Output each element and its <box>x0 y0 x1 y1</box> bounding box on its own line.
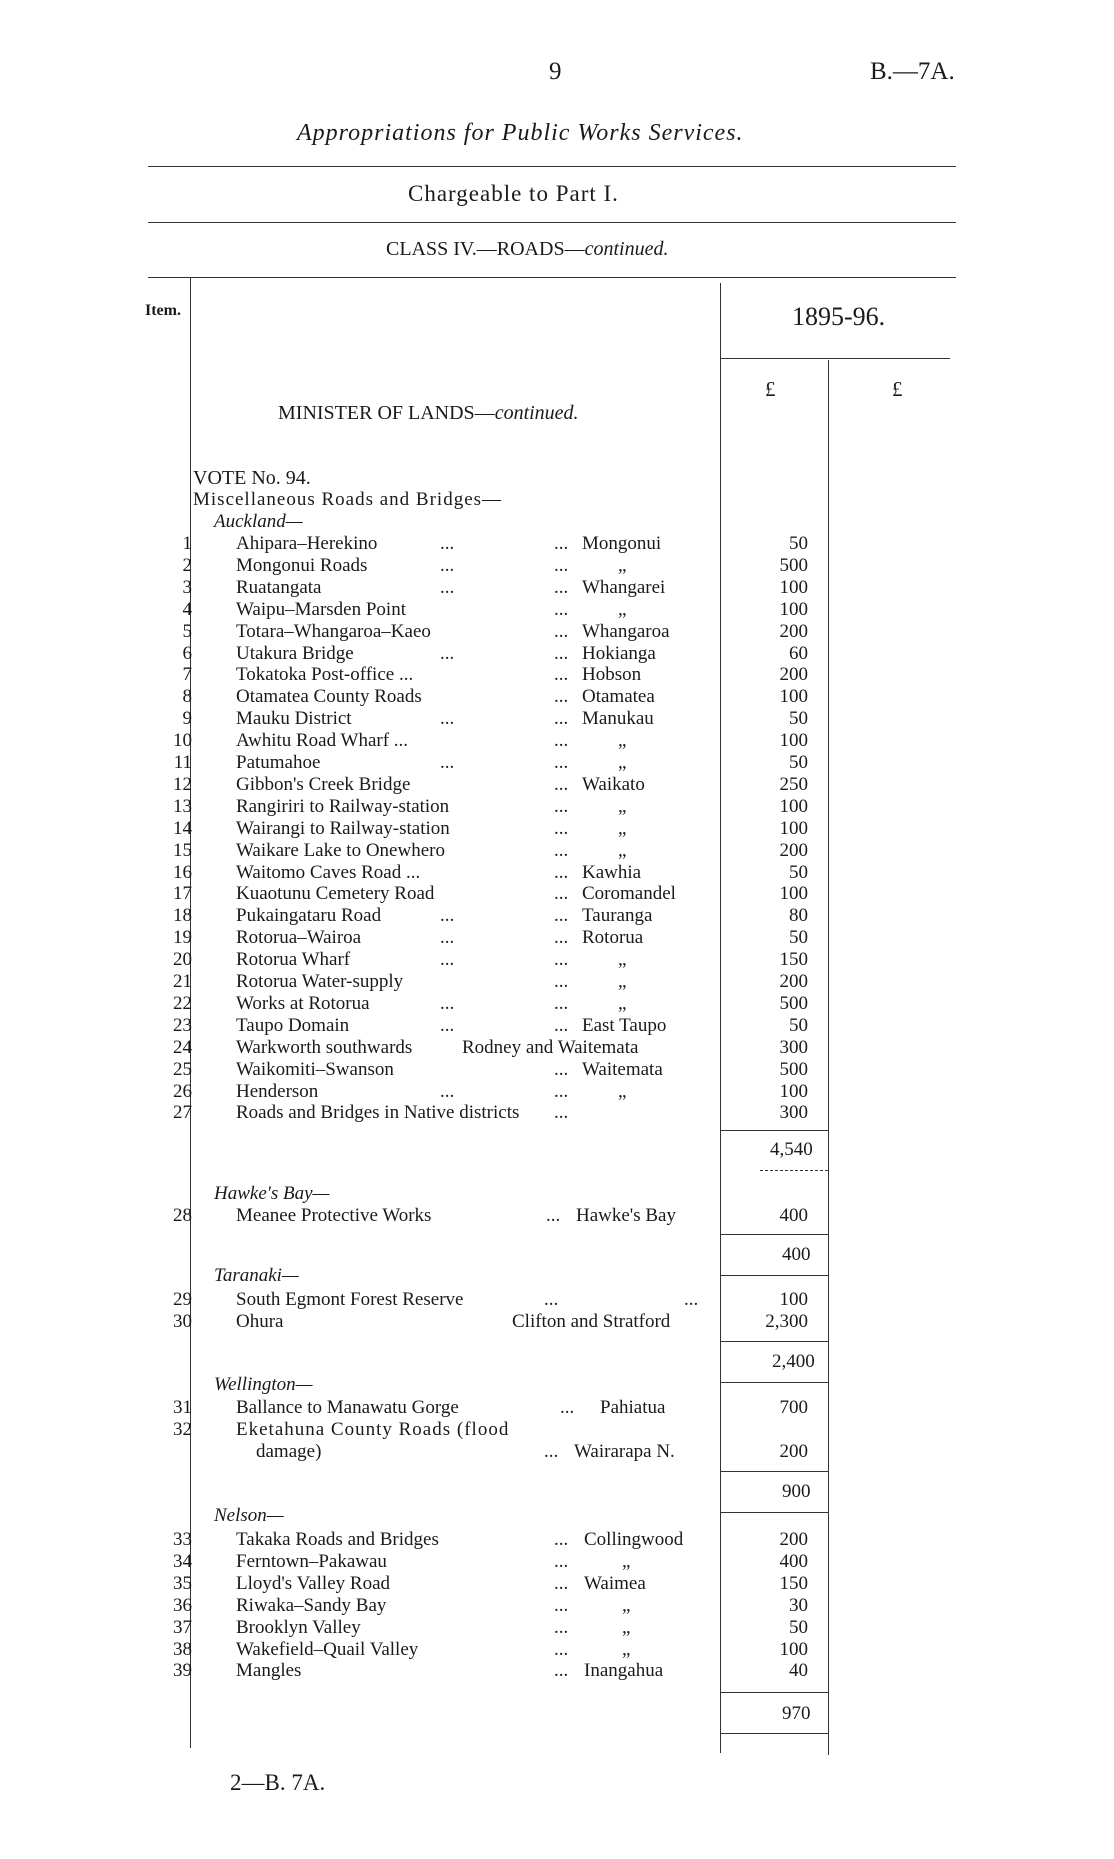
item-amount: 100 <box>779 1080 808 1102</box>
total-column-rule <box>828 360 829 1755</box>
table-row <box>140 1015 828 1037</box>
item-district: „ <box>618 598 627 620</box>
item-amount: 200 <box>779 620 808 642</box>
table-row <box>140 774 828 796</box>
item-district: „ <box>618 730 627 752</box>
item-amount: 700 <box>779 1397 808 1418</box>
leader-dots: ... <box>554 1529 569 1550</box>
item-description: Takaka Roads and Bridges <box>236 1529 439 1550</box>
subtotal-box <box>720 1234 828 1276</box>
item-district: Tauranga <box>582 905 653 927</box>
item-amount: 40 <box>789 1660 808 1682</box>
leader-dots: ... <box>684 1289 699 1310</box>
item-amount: 400 <box>779 1205 808 1226</box>
item-district: Rotorua <box>582 927 644 949</box>
item-description: Henderson <box>236 1080 319 1102</box>
leader-dots: ... <box>544 1441 559 1462</box>
item-description: Totara–Whangaroa–Kaeo <box>236 620 431 642</box>
item-amount: 500 <box>779 1058 808 1080</box>
item-description: Awhitu Road Wharf ... <box>236 730 409 752</box>
item-amount: 100 <box>779 817 808 839</box>
item-description: Kuaotunu Cemetery Road <box>236 883 435 905</box>
table-row <box>140 971 828 993</box>
item-amount: 300 <box>779 1102 808 1124</box>
item-number: 22 <box>173 992 192 1014</box>
minister-heading <box>278 402 579 425</box>
item-description: Meanee Protective Works <box>236 1205 432 1226</box>
item-description: Patumahoe <box>236 752 321 773</box>
item-district: Hobson <box>582 664 642 686</box>
leader-dots: ... <box>440 752 455 773</box>
item-number: 12 <box>173 773 192 795</box>
leader-dots: ... <box>554 1660 569 1682</box>
leader-dots: ... <box>440 1080 455 1102</box>
item-description: Gibbon's Creek Bridge <box>236 773 411 795</box>
page-title: Appropriations for Public Works Services. <box>297 120 744 146</box>
leader-dots: ... <box>554 576 569 598</box>
item-description: Ruatangata <box>236 576 322 598</box>
section-heading-taranaki: Taranaki— <box>214 1265 299 1286</box>
item-amount: 150 <box>779 949 808 971</box>
item-number: 18 <box>173 905 192 927</box>
class-heading-continued: continued. <box>584 238 669 260</box>
leader-dots: ... <box>554 752 569 773</box>
table-top-rule <box>148 277 956 278</box>
item-amount: 200 <box>779 664 808 686</box>
table-row <box>140 840 828 862</box>
leader-dots: ... <box>554 708 569 730</box>
item-description: Brooklyn Valley <box>236 1616 361 1638</box>
item-number: 29 <box>173 1289 192 1310</box>
item-number: 11 <box>173 752 192 773</box>
table-row <box>140 1081 828 1103</box>
minister-heading-continued: continued. <box>494 402 579 424</box>
leader-dots: ... <box>554 971 569 992</box>
table-row <box>140 752 828 774</box>
item-number: 20 <box>173 949 192 971</box>
item-number: 19 <box>173 927 192 949</box>
table-row <box>140 1311 828 1333</box>
leader-dots: ... <box>440 708 455 730</box>
item-number: 38 <box>173 1638 192 1660</box>
table-row <box>140 796 828 818</box>
item-number: 37 <box>173 1616 192 1638</box>
item-number: 1 <box>182 533 192 554</box>
item-description: Lloyd's Valley Road <box>236 1572 391 1594</box>
table-row <box>140 927 828 949</box>
table-row <box>140 643 828 665</box>
item-amount: 50 <box>789 752 808 773</box>
leader-dots: ... <box>440 905 455 927</box>
leader-dots: ... <box>554 1058 569 1080</box>
item-description: Waikomiti–Swanson <box>236 1058 394 1080</box>
table-row <box>140 905 828 927</box>
leader-dots: ... <box>554 730 569 752</box>
item-number: 32 <box>173 1419 192 1440</box>
item-amount: 300 <box>779 1036 808 1058</box>
item-district: Coromandel <box>582 883 676 905</box>
minister-heading-main: MINISTER OF LANDS— <box>278 402 495 424</box>
item-district: Collingwood <box>584 1529 684 1550</box>
currency-symbol-total: £ <box>892 377 903 401</box>
item-number: 9 <box>182 708 192 730</box>
year-underline <box>720 358 950 359</box>
item-amount: 50 <box>789 927 808 949</box>
total-underline <box>760 1170 828 1171</box>
leader-dots: ... <box>554 664 569 686</box>
table-row <box>140 1573 828 1595</box>
item-district: „ <box>622 1594 631 1616</box>
leader-dots: ... <box>554 949 569 971</box>
class-heading-main: CLASS IV.—ROADS— <box>386 238 585 260</box>
item-amount: 2,300 <box>765 1311 808 1332</box>
item-amount: 100 <box>779 730 808 752</box>
item-number: 16 <box>173 861 192 883</box>
item-district: „ <box>618 752 627 773</box>
item-amount: 60 <box>789 642 808 664</box>
item-amount: 200 <box>779 971 808 992</box>
item-district: Whangaroa <box>582 620 670 642</box>
leader-dots: ... <box>554 554 569 576</box>
leader-dots: ... <box>554 927 569 949</box>
leader-dots: ... <box>440 554 455 576</box>
item-amount: 50 <box>789 861 808 883</box>
table-row <box>140 730 828 752</box>
item-district: „ <box>618 554 627 576</box>
table-row <box>140 862 828 884</box>
class-heading <box>386 238 668 261</box>
item-district: „ <box>622 1638 631 1660</box>
table-row <box>140 1441 828 1463</box>
section-total-taranaki: 2,400 <box>772 1351 815 1372</box>
leader-dots: ... <box>440 576 455 598</box>
document-reference: B.—7A. <box>870 58 955 85</box>
item-amount: 100 <box>779 1638 808 1660</box>
item-district: Pahiatua <box>600 1397 666 1418</box>
item-district: Hawke's Bay <box>576 1205 676 1226</box>
section-total-hawkes-bay: 400 <box>782 1244 811 1265</box>
item-amount: 30 <box>789 1594 808 1616</box>
table-row <box>140 883 828 905</box>
item-district: „ <box>622 1550 631 1572</box>
item-amount: 500 <box>779 554 808 576</box>
item-district: „ <box>618 817 627 839</box>
table-row <box>140 818 828 840</box>
subtotal-rule <box>720 1130 828 1131</box>
item-description: Roads and Bridges in Native districts <box>236 1102 520 1124</box>
table-row <box>140 1205 828 1227</box>
leader-dots: ... <box>554 795 569 817</box>
item-number: 6 <box>182 642 192 664</box>
table-row <box>140 1289 828 1311</box>
item-number: 34 <box>173 1550 192 1572</box>
section-total-auckland: 4,540 <box>770 1139 813 1160</box>
item-amount: 200 <box>779 839 808 861</box>
table-row <box>140 577 828 599</box>
item-description: Ohura <box>236 1311 284 1332</box>
item-amount: 100 <box>779 576 808 598</box>
subtotal-box <box>720 1692 828 1734</box>
leader-dots: ... <box>554 1102 569 1124</box>
item-district: Rodney and Waitemata <box>462 1036 639 1058</box>
item-district: Otamatea <box>582 686 655 708</box>
item-district: „ <box>618 1080 627 1102</box>
table-row <box>140 621 828 643</box>
item-district: Manukau <box>582 708 654 730</box>
item-district: Kawhia <box>582 861 642 883</box>
item-district: „ <box>622 1616 631 1638</box>
section-heading-hawkes-bay: Hawke's Bay— <box>214 1183 330 1204</box>
item-amount: 100 <box>779 1289 808 1310</box>
item-description: Rotorua–Wairoa <box>236 927 362 949</box>
leader-dots: ... <box>440 949 455 971</box>
leader-dots: ... <box>554 1638 569 1660</box>
item-description: Waipu–Marsden Point <box>236 598 406 620</box>
item-number: 23 <box>173 1014 192 1036</box>
section-heading-auckland: Auckland— <box>214 511 303 532</box>
item-number: 27 <box>173 1102 192 1124</box>
table-row <box>140 949 828 971</box>
section-total-nelson: 970 <box>782 1703 811 1724</box>
item-number: 3 <box>182 576 192 598</box>
item-description: Eketahuna County Roads (flood <box>236 1419 510 1440</box>
item-district: „ <box>618 992 627 1014</box>
year-column-header: 1895-96. <box>792 302 886 331</box>
subtotal-box <box>720 1471 828 1513</box>
leader-dots: ... <box>554 686 569 708</box>
item-amount: 100 <box>779 883 808 905</box>
item-number: 35 <box>173 1572 192 1594</box>
item-description: Waitomo Caves Road ... <box>236 861 421 883</box>
item-number: 2 <box>182 554 192 576</box>
item-number: 26 <box>173 1080 192 1102</box>
item-description: Otamatea County Roads <box>236 686 422 708</box>
item-number: 36 <box>173 1594 192 1616</box>
item-description: Taupo Domain <box>236 1014 350 1036</box>
table-row <box>140 1529 828 1551</box>
leader-dots: ... <box>554 1616 569 1638</box>
leader-dots: ... <box>440 992 455 1014</box>
item-amount: 50 <box>789 1014 808 1036</box>
page-number: 9 <box>549 58 562 85</box>
leader-dots: ... <box>440 533 455 554</box>
currency-symbol-amount: £ <box>765 377 776 401</box>
item-number: 14 <box>173 817 192 839</box>
item-number: 7 <box>182 664 192 686</box>
section-total-wellington: 900 <box>782 1481 811 1502</box>
item-amount: 150 <box>779 1572 808 1594</box>
vote-subheading: Miscellaneous Roads and Bridges— <box>193 489 503 510</box>
table-row <box>140 1419 828 1441</box>
item-description: Mauku District <box>236 708 352 730</box>
item-number: 17 <box>173 883 192 905</box>
leader-dots: ... <box>554 642 569 664</box>
item-amount: 100 <box>779 686 808 708</box>
item-number: 25 <box>173 1058 192 1080</box>
leader-dots: ... <box>554 817 569 839</box>
table-row <box>140 1551 828 1573</box>
rule <box>148 166 956 167</box>
leader-dots: ... <box>554 598 569 620</box>
leader-dots: ... <box>440 642 455 664</box>
leader-dots: ... <box>554 620 569 642</box>
leader-dots: ... <box>440 927 455 949</box>
leader-dots: ... <box>554 1014 569 1036</box>
item-district: Waitemata <box>582 1058 663 1080</box>
item-number: 24 <box>173 1036 192 1058</box>
item-district: Wairarapa N. <box>574 1441 675 1462</box>
item-amount: 50 <box>789 1616 808 1638</box>
item-number: 4 <box>182 598 192 620</box>
leader-dots: ... <box>554 1594 569 1616</box>
item-district: Inangahua <box>584 1660 664 1682</box>
page-signature: 2—B. 7A. <box>230 1770 326 1795</box>
item-number: 31 <box>173 1397 192 1418</box>
item-number: 28 <box>173 1205 192 1226</box>
table-row <box>140 1037 828 1059</box>
item-description: Rotorua Wharf <box>236 949 351 971</box>
item-number: 8 <box>182 686 192 708</box>
item-amount: 400 <box>779 1550 808 1572</box>
item-number: 21 <box>173 971 192 992</box>
leader-dots: ... <box>544 1289 559 1310</box>
item-description: Mongonui Roads <box>236 554 368 576</box>
item-number: 33 <box>173 1529 192 1550</box>
table-row <box>140 1102 828 1124</box>
item-description: Wakefield–Quail Valley <box>236 1638 419 1660</box>
table-row <box>140 1595 828 1617</box>
leader-dots: ... <box>554 1572 569 1594</box>
item-amount: 200 <box>779 1529 808 1550</box>
item-amount: 100 <box>779 795 808 817</box>
item-description: Ahipara–Herekino <box>236 533 378 554</box>
item-number: 13 <box>173 795 192 817</box>
item-description: South Egmont Forest Reserve <box>236 1289 464 1310</box>
item-district: Waikato <box>582 773 645 795</box>
leader-dots: ... <box>554 533 569 554</box>
table-row <box>140 1059 828 1081</box>
item-district: „ <box>618 971 627 992</box>
item-district: Whangarei <box>582 576 666 598</box>
table-row <box>140 1397 828 1419</box>
item-number: 5 <box>182 620 192 642</box>
item-description: Wairangi to Railway-station <box>236 817 450 839</box>
leader-dots: ... <box>554 1080 569 1102</box>
leader-dots: ... <box>440 1014 455 1036</box>
leader-dots: ... <box>554 1550 569 1572</box>
leader-dots: ... <box>554 861 569 883</box>
leader-dots: ... <box>560 1397 575 1418</box>
section-heading-nelson: Nelson— <box>214 1505 284 1526</box>
table-row <box>140 1660 828 1682</box>
leader-dots: ... <box>554 992 569 1014</box>
item-district: Waimea <box>584 1572 646 1594</box>
item-description: Waikare Lake to Onewhero <box>236 839 445 861</box>
item-number: 10 <box>173 730 192 752</box>
item-amount: 100 <box>779 598 808 620</box>
item-district: „ <box>618 839 627 861</box>
item-amount: 80 <box>789 905 808 927</box>
item-district: „ <box>618 949 627 971</box>
table-row <box>140 599 828 621</box>
table-row <box>140 708 828 730</box>
item-district: Clifton and Stratford <box>512 1311 671 1332</box>
item-amount: 500 <box>779 992 808 1014</box>
item-amount: 50 <box>789 533 808 554</box>
item-description: Utakura Bridge <box>236 642 354 664</box>
item-description: Tokatoka Post-office ... <box>236 664 414 686</box>
item-district: Hokianga <box>582 642 656 664</box>
table-row <box>140 686 828 708</box>
item-description: Rotorua Water-supply <box>236 971 404 992</box>
chargeable-heading: Chargeable to Part I. <box>408 181 619 206</box>
item-description-continued: damage) <box>256 1441 322 1462</box>
item-description: Riwaka–Sandy Bay <box>236 1594 387 1616</box>
table-row <box>140 993 828 1015</box>
item-number: 39 <box>173 1660 192 1682</box>
leader-dots: ... <box>546 1205 561 1226</box>
item-district: „ <box>618 795 627 817</box>
item-number: 30 <box>173 1311 192 1332</box>
item-amount: 250 <box>779 773 808 795</box>
leader-dots: ... <box>554 905 569 927</box>
rule <box>148 222 956 223</box>
leader-dots: ... <box>554 839 569 861</box>
item-description: Works at Rotorua <box>236 992 370 1014</box>
item-description: Pukaingataru Road <box>236 905 382 927</box>
table-row <box>140 664 828 686</box>
item-description: Warkworth southwards <box>236 1036 413 1058</box>
vote-label: VOTE No. 94. <box>193 467 311 489</box>
item-description: Mangles <box>236 1660 302 1682</box>
table-row <box>140 555 828 577</box>
item-district: Mongonui <box>582 533 662 554</box>
item-district: East Taupo <box>582 1014 667 1036</box>
item-number: 15 <box>173 839 192 861</box>
item-description: Rangiriri to Railway-station <box>236 795 450 817</box>
table-row <box>140 533 828 555</box>
item-column-header: Item. <box>145 302 181 319</box>
table-row <box>140 1617 828 1639</box>
section-heading-wellington: Wellington— <box>214 1374 313 1395</box>
item-description: Ballance to Manawatu Gorge <box>236 1397 459 1418</box>
leader-dots: ... <box>554 773 569 795</box>
table-row <box>140 1639 828 1661</box>
item-description: Ferntown–Pakawau <box>236 1550 387 1572</box>
leader-dots: ... <box>554 883 569 905</box>
item-amount: 50 <box>789 708 808 730</box>
item-amount: 200 <box>779 1441 808 1462</box>
